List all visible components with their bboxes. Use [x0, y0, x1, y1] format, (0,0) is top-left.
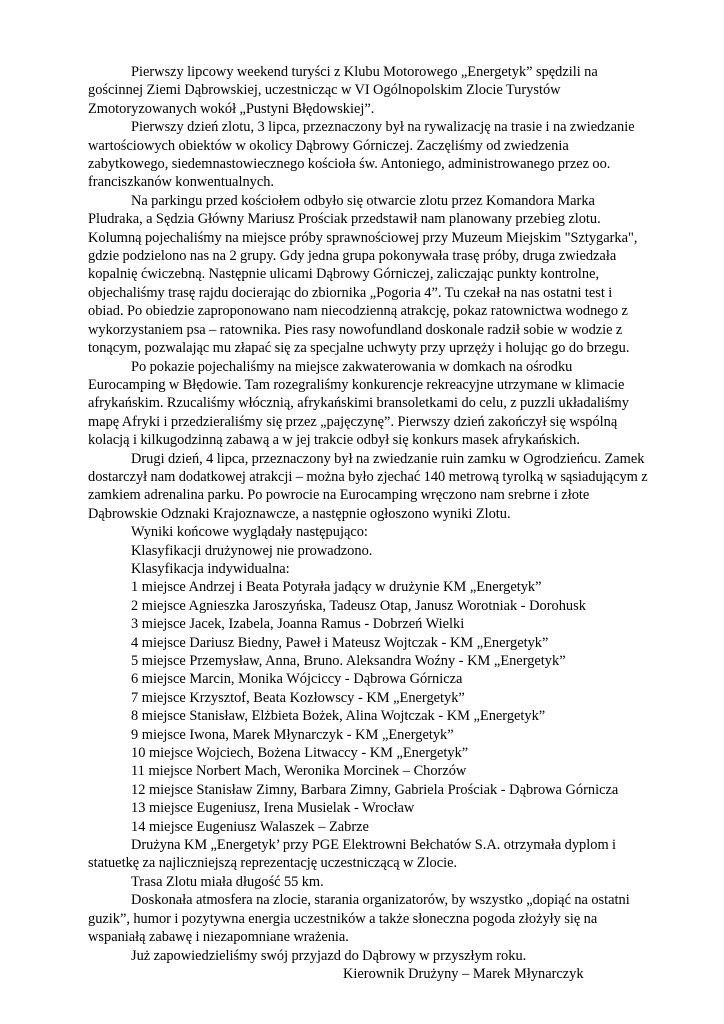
paragraph-next-year: Już zapowiedzieliśmy swój przyjazd do Dąbrowy w przyszłym roku.: [131, 947, 527, 964]
document-page: [88, 63, 648, 983]
result-item: 5 miejsce Przemysław, Anna, Bruno. Aleksandra Woźny - KM „Energetyk”: [131, 653, 566, 669]
result-item: 13 miejsce Eugeniusz, Irena Musielak - Wrocław: [131, 800, 415, 817]
signature: Kierownik Drużyny – Marek Młynarczyk: [343, 965, 584, 982]
results-intro-line: Klasyfikacja indywidualna:: [131, 560, 290, 577]
result-item: 14 miejsce Eugeniusz Walaszek – Zabrze: [131, 818, 369, 835]
paragraph-eurocamping: Po pokazie pojechaliśmy na miejsce zakwaterowania w domkach na ośrodku Eurocamping w Błędowie. Tam rozegraliśmy konkurencje rekreacyjne utrzymane w klimacie afrykańskim. Rzucaliśmy włócznią, afrykańskimi bransoletkami do celu, z puzzli układaliśmy mapę Afryki i przedzieraliśmy się przez „pajęczynę”. Pierwszy dzień zakończył się wspólną kolacją i kilkugodzinną zabawą a w jej trakcie odbył się konkurs masek afrykańskich.: [88, 358, 629, 449]
result-item: 3 miejsce Jacek, Izabela, Joanna Ramus - Dobrzeń Wielki: [131, 616, 465, 633]
result-item: 4 miejsce Dariusz Biedny, Paweł i Mateusz Wojtczak - KM „Energetyk”: [131, 634, 549, 651]
paragraph-route-length: Trasa Zlotu miała długość 55 km.: [131, 873, 324, 890]
result-item: 7 miejsce Krzysztof, Beata Kozłowscy - KM „Energetyk”: [131, 689, 465, 706]
paragraph-atmosphere: Doskonała atmosfera na zlocie, starania organizatorów, by wszystko „dopiąć na ostatni guzik”, humor i pozytywna energia uczestników a także słoneczna pogoda złożyły się na wspaniałą zabawę i niezapomniane wrażenia.: [88, 892, 630, 946]
results-section: [88, 523, 648, 836]
result-item: 9 miejsce Iwona, Marek Młynarczyk - KM „Energetyk”: [131, 726, 454, 743]
paragraph-team-award: Drużyna KM „Energetyk’ przy PGE Elektrowni Bełchatów S.A. otrzymała dyplom i statuetkę za najliczniejszą reprezentację uczestniczącą w Zlocie.: [88, 837, 617, 872]
result-item: 10 miejsce Wojciech, Bożena Litwaccy - KM „Energetyk”: [131, 745, 469, 762]
paragraph-intro: Pierwszy lipcowy weekend turyści z Klubu Motorowego „Energetyk” spędzili na gościnnej Ziemi Dąbrowskiej, uczestnicząc w VI Ogólnopolskim Zlocie Turystów Zmotoryzowanych wokół „Pustyni Błędowskiej”.: [88, 64, 598, 117]
result-item: 6 miejsce Marcin, Monika Wójciccy - Dąbrowa Górnicza: [131, 671, 463, 688]
paragraph-first-day: Pierwszy dzień zlotu, 3 lipca, przeznaczony był na rywalizację na trasie i na zwiedzanie wartościowych obiektów w okolicy Dąbrowy Górniczej. Zaczęliśmy od zwiedzenia zabytkowego, siedemnastowiecznego kościoła św. Antoniego, administrowanego przez oo. franciszkanów konwentualnych.: [88, 119, 635, 191]
result-item: 12 miejsce Stanisław Zimny, Barbara Zimny, Gabriela Prościak - Dąbrowa Górnicza: [131, 781, 619, 798]
results-intro-line: Klasyfikacji drużynowej nie prowadzono.: [131, 542, 373, 559]
result-item: 11 miejsce Norbert Mach, Weronika Morcinek – Chorzów: [131, 763, 467, 780]
paragraph-second-day: Drugi dzień, 4 lipca, przeznaczony był na zwiedzanie ruin zamku w Ogrodzieńcu. Zamek dostarczył nam dodatkowej atrakcji – można było zjechać 140 metrową tyrolką w sąsiadującym z zamkiem adrenalina parku. Po powrocie na Eurocamping wręczono nam srebrne i złote Dąbrowskie Odznaki Krajoznawcze, a następnie ogłoszono wyniki Zlotu.: [88, 450, 648, 522]
result-item: 8 miejsce Stanisław, Elżbieta Bożek, Alina Wojtczak - KM „Energetyk”: [131, 708, 546, 725]
paragraph-parking: Na parkingu przed kościołem odbyło się otwarcie zlotu przez Komandora Marka Pludraka, a Sędzia Główny Mariusz Prościak przedstawił nam planowany przebieg zlotu. Kolumną pojechaliśmy na miejsce próby sprawnościowej przy Muzeum Miejskim "Sztygarka", gdzie podzielono nas na 2 grupy. Gdy jedna grupa pokonywała trasę próby, druga zwiedzała kopalnię ćwiczebną. Następnie ulicami Dąbrowy Górniczej, zaliczając punkty kontrolne, objechaliśmy trasę rajdu docierając do zbiornika „Pogoria 4”. Tu czekał na nas ostatni test i obiad. Po obiedzie zaproponowano nam niecodzienną atrakcję, pokaz ratownictwa wodnego z wykorzystaniem psa – ratownika. Pies rasy nowofundland doskonale radził sobie w wodzie z tonącym, pozwalając mu złapać się za specjalne uchwyty przy uprzęży i holując go do brzegu.: [88, 192, 638, 357]
results-intro-line: Wyniki końcowe wyglądały następująco:: [131, 524, 368, 541]
result-item: 1 miejsce Andrzej i Beata Potyrała jadący w drużynie KM „Energetyk”: [131, 579, 542, 596]
result-item: 2 miejsce Agnieszka Jaroszyńska, Tadeusz Otap, Janusz Worotniak - Dorohusk: [131, 597, 586, 614]
